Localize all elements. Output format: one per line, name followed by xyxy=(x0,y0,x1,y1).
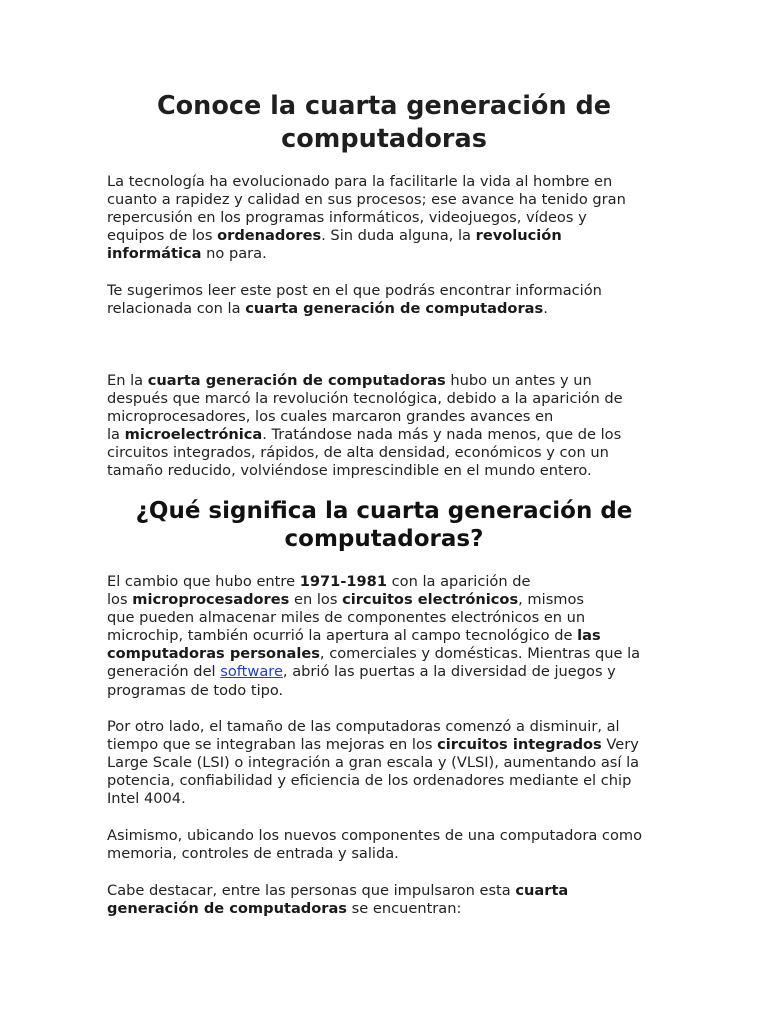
text-line: que pueden almacenar miles de componentes electrónicos en un xyxy=(107,609,586,627)
text-line: microchip, también ocurrió la apertura al campo tecnológico de las xyxy=(107,627,601,645)
title-line-2: computadoras xyxy=(281,124,487,154)
people-paragraph xyxy=(107,882,663,918)
text-line: Intel 4004. xyxy=(107,790,186,808)
context-paragraph xyxy=(107,372,663,481)
suggestion-paragraph xyxy=(107,282,663,318)
text-line: La tecnología ha evolucionado para la facilitarle la vida al hombre en xyxy=(107,173,613,190)
text-line: En la cuarta generación de computadoras hubo un antes y un xyxy=(107,372,592,389)
text-line: Cabe destacar, entre las personas que impulsaron esta cuarta xyxy=(107,882,569,899)
text-line: Large Scale (LSI) o integración a gran escala y (VLSI), aumentando así la xyxy=(107,754,640,772)
subtitle-line-1: ¿Qué significa la cuarta generación de xyxy=(135,498,633,524)
text-line: informática no para. xyxy=(107,245,267,263)
text-line: después que marcó la revolución tecnológica, debido a la aparición de xyxy=(107,390,623,408)
text-line: Por otro lado, el tamaño de las computadoras comenzó a disminuir, al xyxy=(107,718,620,735)
page-title xyxy=(107,90,661,156)
text-line: circuitos integrados, rápidos, de alta densidad, económicos y con un xyxy=(107,444,609,462)
title-line-1: Conoce la cuarta generación de xyxy=(156,91,612,121)
software-link[interactable]: software xyxy=(220,663,283,681)
text-line: programas de todo tipo. xyxy=(107,681,284,699)
text-line: los microprocesadores en los circuitos electrónicos, mismos xyxy=(107,591,585,609)
text-line: Asimismo, ubicando los nuevos componentes de una computadora como xyxy=(107,827,643,844)
text-line: cuanto a rapidez y calidad en sus procesos; ese avance ha tenido gran xyxy=(107,191,626,209)
text-line: equipos de los ordenadores. Sin duda alguna, la revolución xyxy=(107,227,562,245)
text-line: generación de computadoras se encuentran: xyxy=(107,900,462,918)
intro-paragraph xyxy=(107,173,663,263)
text-line: generación del software, abrió las puertas a la diversidad de juegos y xyxy=(107,663,616,681)
subtitle-line-2: computadoras? xyxy=(284,526,484,552)
text-line: potencia, confiabilidad y eficiencia de los ordenadores mediante el chip xyxy=(107,772,632,790)
size-paragraph xyxy=(107,718,663,808)
text-line: computadoras personales, comerciales y domésticas. Mientras que la xyxy=(107,645,641,663)
text-line: memoria, controles de entrada y salida. xyxy=(107,845,399,863)
text-line: tamaño reducido, volviéndose imprescindible en el mundo entero. xyxy=(107,462,592,480)
section-heading xyxy=(107,497,661,553)
text-line: tiempo que se integraban las mejoras en los circuitos integrados Very xyxy=(107,736,639,754)
text-line: relacionada con la cuarta generación de computadoras. xyxy=(107,300,548,318)
text-line: la microelectrónica. Tratándose nada más y nada menos, que de los xyxy=(107,426,622,444)
change-paragraph xyxy=(107,573,663,700)
text-line: repercusión en los programas informáticos, videojuegos, vídeos y xyxy=(107,209,587,227)
text-line: microprocesadores, los cuales marcaron grandes avances en xyxy=(107,408,554,426)
components-paragraph xyxy=(107,827,663,863)
text-line: El cambio que hubo entre 1971-1981 con la aparición de xyxy=(107,573,531,590)
text-line: Te sugerimos leer este post en el que podrás encontrar información xyxy=(107,282,602,299)
